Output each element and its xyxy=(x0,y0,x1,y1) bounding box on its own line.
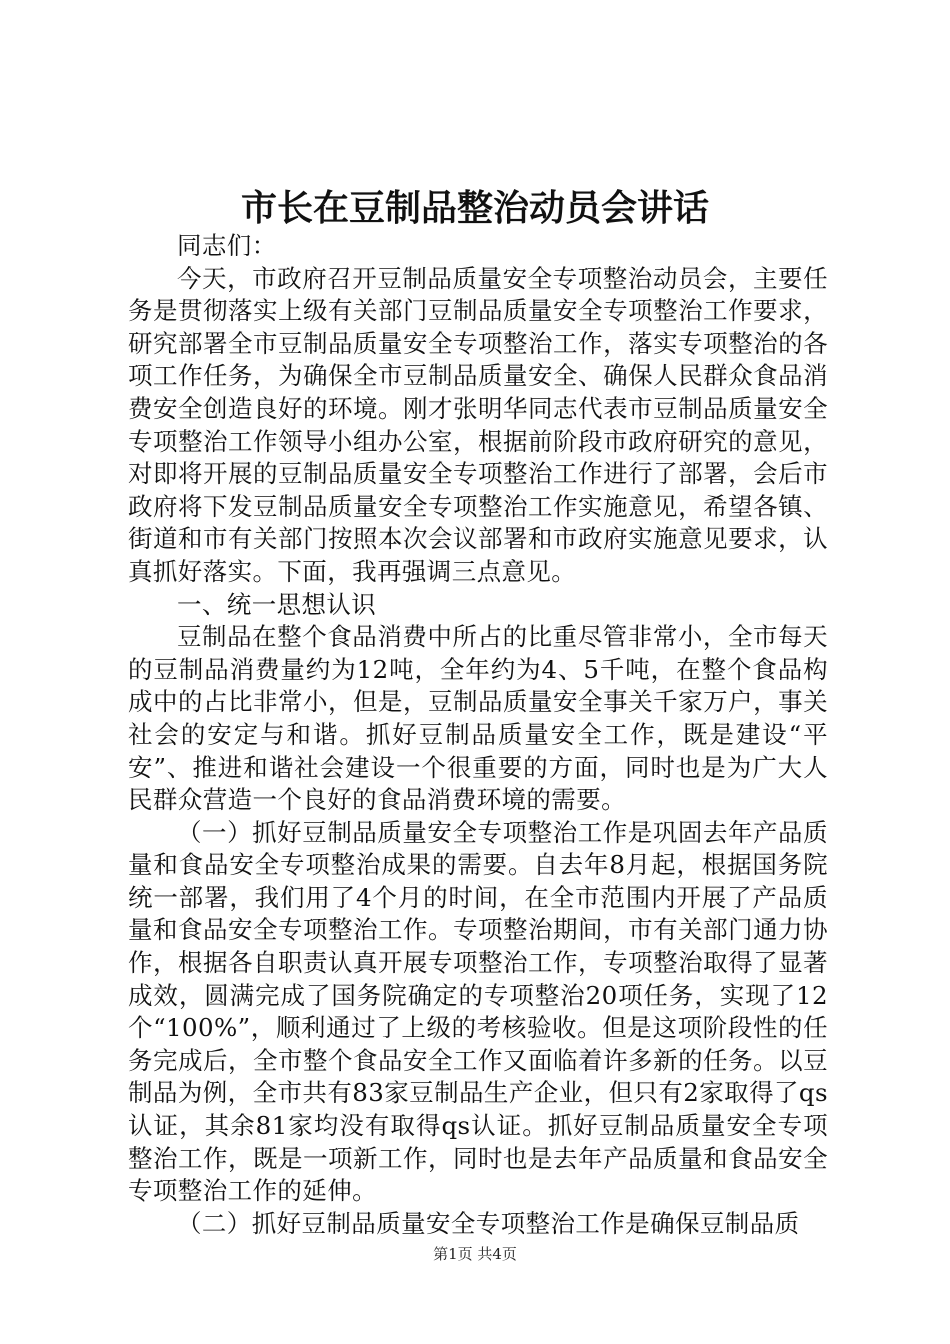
document-body xyxy=(128,230,828,1240)
section-heading: 一、统一思想认识 xyxy=(177,589,377,619)
document-title: 市长在豆制品整治动员会讲话 xyxy=(240,187,709,229)
salutation-paragraph: 同志们： xyxy=(177,231,277,260)
body-paragraph: （二）抓好豆制品质量安全专项整治工作是确保豆制品质 xyxy=(177,1208,800,1238)
body-paragraph: （一）抓好豆制品质量安全专项整治工作是巩固去年产品质量和食品安全专项整治成果的需要。自去年8月起，根据国务院统一部署，我们用了4个月的时间，在全市范围内开展了产品质量和食品安全专项整治工作。专项整治期间，市有关部门通力协作，根据各自职责认真开展专项整治工作，专项整治取得了显著成效，圆满完成了国务院确定的专项整治20项任务，实现了12个“100%”，顺利通过了上级的考核验收。但是这项阶段性的任务完成后，全市整个食品安全工作又面临着许多新的任务。以豆制品为例，全市共有83家豆制品生产企业，但只有2家取得了qs认证，其余81家均没有取得qs认证。抓好豆制品质量安全专项整治工作，既是一项新工作，同时也是去年产品质量和食品安全专项整治工作的延伸。 xyxy=(128,817,828,1206)
body-paragraph: 豆制品在整个食品消费中所占的比重尽管非常小，全市每天的豆制品消费量约为12吨，全年约为4、5千吨，在整个食品构成中的占比非常小，但是，豆制品质量安全事关千家万户，事关社会的安定与和谐。抓好豆制品质量安全工作，既是建设“平安”、推进和谐社会建设一个很重要的方面，同时也是为广大人民群众营造一个良好的食品消费环境的需要。 xyxy=(128,622,828,815)
opening-paragraph: 今天，市政府召开豆制品质量安全专项整治动员会，主要任务是贯彻落实上级有关部门豆制品质量安全专项整治工作要求，研究部署全市豆制品质量安全专项整治工作，落实专项整治的各项工作任务，为确保全市豆制品质量安全、确保人民群众食品消费安全创造良好的环境。刚才张明华同志代表市豆制品质量安全专项整治工作领导小组办公室，根据前阶段市政府研究的意见，对即将开展的豆制品质量安全专项整治工作进行了部署，会后市政府将下发豆制品质量安全专项整治工作实施意见，希望各镇、街道和市有关部门按照本次会议部署和市政府实施意见要求，认真抓好落实。下面，我再强调三点意见。 xyxy=(128,263,828,586)
page-footer: 第1页 共4页 xyxy=(433,1245,517,1263)
